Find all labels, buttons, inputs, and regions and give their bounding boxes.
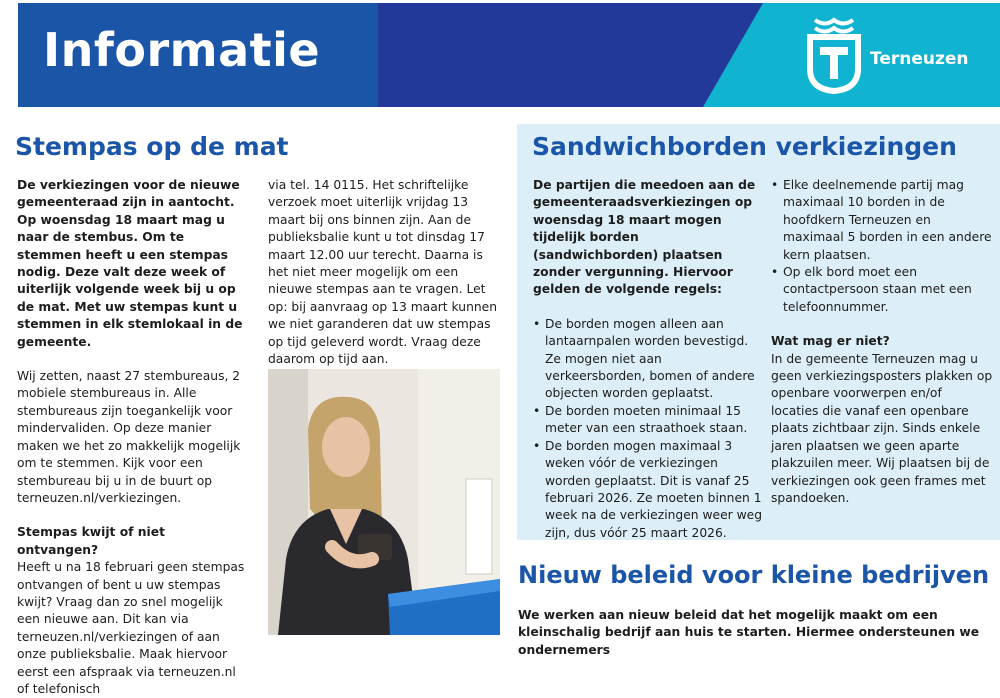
stempas-col2-body: via tel. 14 0115. Het schriftelijke verzoek moet uiterlijk vrijdag 13 maart bij ons binnen zijn. Aan de publieksbalie kunt u tot dinsdag 17 maart 12.00 uur terecht. Daarna is het niet meer mogelijk om een nieuwe stempas aan te vragen. Let op: bij aanvraag op 13 maart kunnen we niet garanderen dat uw stempas op tijd geleverd wordt. Vraag deze daarom op tijd aan.: [268, 178, 498, 367]
stempas-intro: De verkiezingen voor de nieuwe gemeenteraad zijn in aantocht. Op woensdag 18 maart mag u naar de stembus. Om te stemmen heeft u een stempas nodig. Deze valt deze week of uiterlijk volgende week bij u op de mat. Met uw stempas kunt u stemmen in elk stemlokaal in de gemeente.: [17, 178, 243, 349]
voter-photo-image: [268, 369, 500, 635]
rule-item: • Elke deelnemende partij mag maximaal 10 borden in de hoofdkern Terneuzen en maximaal 5 borden in een andere kern plaatsen.: [771, 177, 993, 264]
article-title-sandwichborden: Sandwichborden verkiezingen: [532, 132, 957, 161]
stempas-sub-body: Heeft u na 18 februari geen stempas ontvangen of bent u uw stempas kwijt? Vraag dan zo snel mogelijk een nieuwe aan. Dit kan via terneuzen.nl/verkiezingen of aan onze publieksbalie. Maak hiervoor eerst een afspraak via terneuzen.nl of telefonisch: [17, 560, 245, 696]
stempas-body: Wij zetten, naast 27 stembureaus, 2 mobiele stembureaus in. Alle stembureaus zijn toegankelijk voor mindervaliden. Op deze manier maken we het zo makkelijk mogelijk om te stemmen. Kijk voor een stembureau bij u in de buurt op terneuzen.nl/verkiezingen.: [17, 369, 241, 505]
header-banner: [18, 3, 1000, 107]
sandwichborden-column-1: [533, 177, 763, 542]
banner-title: Informatie: [43, 23, 321, 77]
stempas-subhead: Stempas kwijt of niet ontvangen?: [17, 525, 165, 557]
article-title-nieuw-beleid: Nieuw beleid voor kleine bedrijven: [518, 561, 990, 589]
rule-item: • De borden moeten minimaal 15 meter van een straathoek staan.: [533, 403, 763, 438]
rule-item: • Op elk bord moet een contactpersoon staan met een telefoonnummer.: [771, 264, 993, 316]
nieuw-beleid-intro: We werken aan nieuw beleid dat het mogelijk maakt om een kleinschalig bedrijf aan huis te starten. Hiermee ondersteunen we ondernemers: [518, 608, 980, 657]
rule-item: • De borden mogen alleen aan lantaarnpalen worden bevestigd. Ze mogen niet aan verkeersborden, bomen of andere objecten worden geplaatst.: [533, 316, 763, 403]
article-title-stempas: Stempas op de mat: [15, 132, 289, 161]
sandwichborden-subhead: Wat mag er niet?: [771, 334, 890, 349]
rules-list-2: [771, 177, 993, 316]
stempas-column-1: [17, 177, 249, 698]
rules-list-1: [533, 316, 763, 542]
stempas-column-2: [268, 177, 504, 385]
voter-photo: [268, 369, 500, 635]
sandwichborden-column-2: [771, 177, 993, 507]
terneuzen-logo-icon: [805, 17, 863, 93]
rule-item: • De borden mogen maximaal 3 weken vóór de verkiezingen worden geplaatst. Dit is vanaf 25 februari 2026. Ze moeten binnen 1 week na de verkiezingen weer weg zijn, dus vóór 25 maart 2026.: [533, 438, 763, 542]
sandwichborden-intro: De partijen die meedoen aan de gemeenteraadsverkiezingen op woensdag 18 maart mogen tijdelijk borden (sandwichborden) plaatsen zonder vergunning. Hiervoor gelden de volgende regels:: [533, 178, 756, 297]
logo-text: Terneuzen: [870, 49, 969, 69]
sandwichborden-sub-body: In de gemeente Terneuzen mag u geen verkiezingsposters plakken op openbare voorwerpen en/of locaties die vanaf een openbare plaats zichtbaar zijn. Sinds enkele jaren plaatsen we geen aparte plakzuilen meer. Wij plaatsen bij de verkiezingen ook geen frames met spandoeken.: [771, 351, 993, 505]
